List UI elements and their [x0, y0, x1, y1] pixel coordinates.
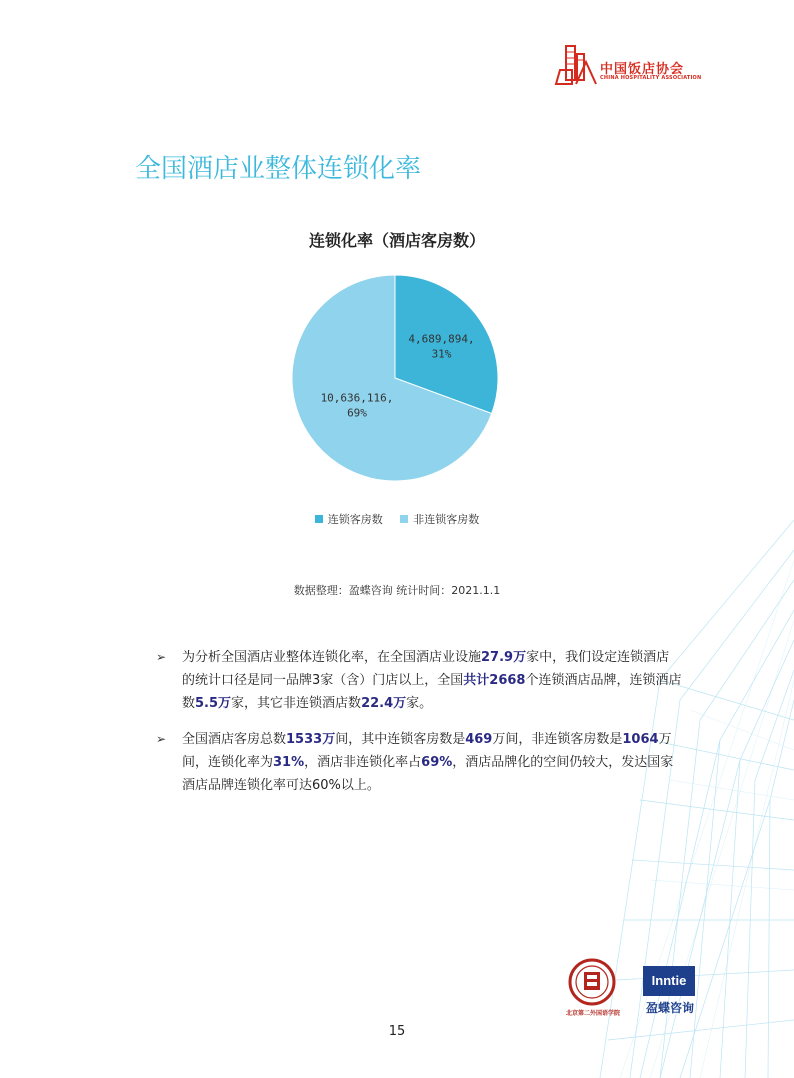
- paragraph-segment: 万间，连锁化率为: [182, 732, 672, 770]
- paragraph-segment: 间，其中连锁客房数是: [335, 732, 466, 747]
- highlight-figure: 1064: [622, 732, 659, 747]
- highlight-figure: 31%: [273, 755, 305, 770]
- university-name: 北京第二外国语学院: [565, 1010, 620, 1017]
- chart-legend: [0, 511, 794, 527]
- highlight-figure: 22.4万: [361, 696, 407, 711]
- paragraph-segment: 为分析全国酒店业整体连锁化率，在全国酒店业设施: [182, 650, 482, 665]
- bullet-paragraph: [156, 728, 680, 798]
- paragraph-segment: 家。: [406, 696, 433, 711]
- slice-value-label-chain: 4,689,894,: [408, 332, 475, 346]
- page-number: 15: [388, 1024, 406, 1039]
- legend-label-chain: 连锁客房数: [327, 513, 383, 526]
- association-name-en: CHINA HOSPITALITY ASSOCIATION: [600, 75, 702, 81]
- highlight-figure: 69%: [421, 755, 453, 770]
- bullet-paragraph: [156, 646, 682, 716]
- highlight-figure: 1533万: [286, 732, 336, 747]
- association-name-cn: 中国饭店协会: [600, 62, 685, 77]
- inntie-logo: Inntie: [643, 966, 695, 996]
- paragraph-segment: ，酒店品牌化的空间仍较大，发达国家酒店品牌连锁化率可达60%以上。: [182, 755, 674, 793]
- page-title: 全国酒店业整体连锁化率: [135, 154, 422, 184]
- paragraph-segment: 家，其它非连锁酒店数: [231, 696, 362, 711]
- inntie-name-cn: 盈蝶咨询: [645, 1001, 694, 1015]
- paragraph-segment: 全国酒店客房总数: [182, 732, 287, 747]
- legend-item-chain: [315, 511, 383, 527]
- pie-chart: [280, 266, 510, 490]
- legend-item-non-chain: [400, 511, 479, 527]
- legend-swatch-chain: [315, 515, 323, 523]
- slice-percent-label-chain: 31%: [431, 347, 452, 361]
- paragraph-text: [182, 646, 682, 715]
- bullet-arrow-icon: ➢: [156, 732, 167, 746]
- paragraph-segment: ，酒店非连锁化率占: [304, 755, 422, 770]
- chart-title: 连锁化率（酒店客房数）: [308, 231, 485, 250]
- paragraph-segment: 万间，非连锁客房数是: [492, 732, 623, 747]
- slice-percent-label-non-chain: 69%: [347, 406, 367, 420]
- paragraph-segment: 个连锁酒店品牌，连锁酒店数: [182, 673, 682, 711]
- paragraph-segment: 家中，我们设定连锁酒店的统计口径是同一品牌3家（含）门店以上，全国: [182, 650, 670, 688]
- legend-label-non-chain: 非连锁客房数: [413, 513, 480, 526]
- bullet-arrow-icon: ➢: [156, 650, 167, 664]
- data-source-note: 数据整理：盈蝶咨询 统计时间：2021.1.1: [293, 584, 501, 597]
- legend-swatch-non-chain: [400, 515, 408, 523]
- paragraph-text: [182, 728, 682, 797]
- highlight-figure: 27.9万: [481, 650, 527, 665]
- highlight-figure: 469: [465, 732, 493, 747]
- slice-value-label-non-chain: 10,636,116,: [320, 391, 394, 405]
- highlight-figure: 共计2668: [463, 673, 526, 688]
- highlight-figure: 5.5万: [195, 696, 232, 711]
